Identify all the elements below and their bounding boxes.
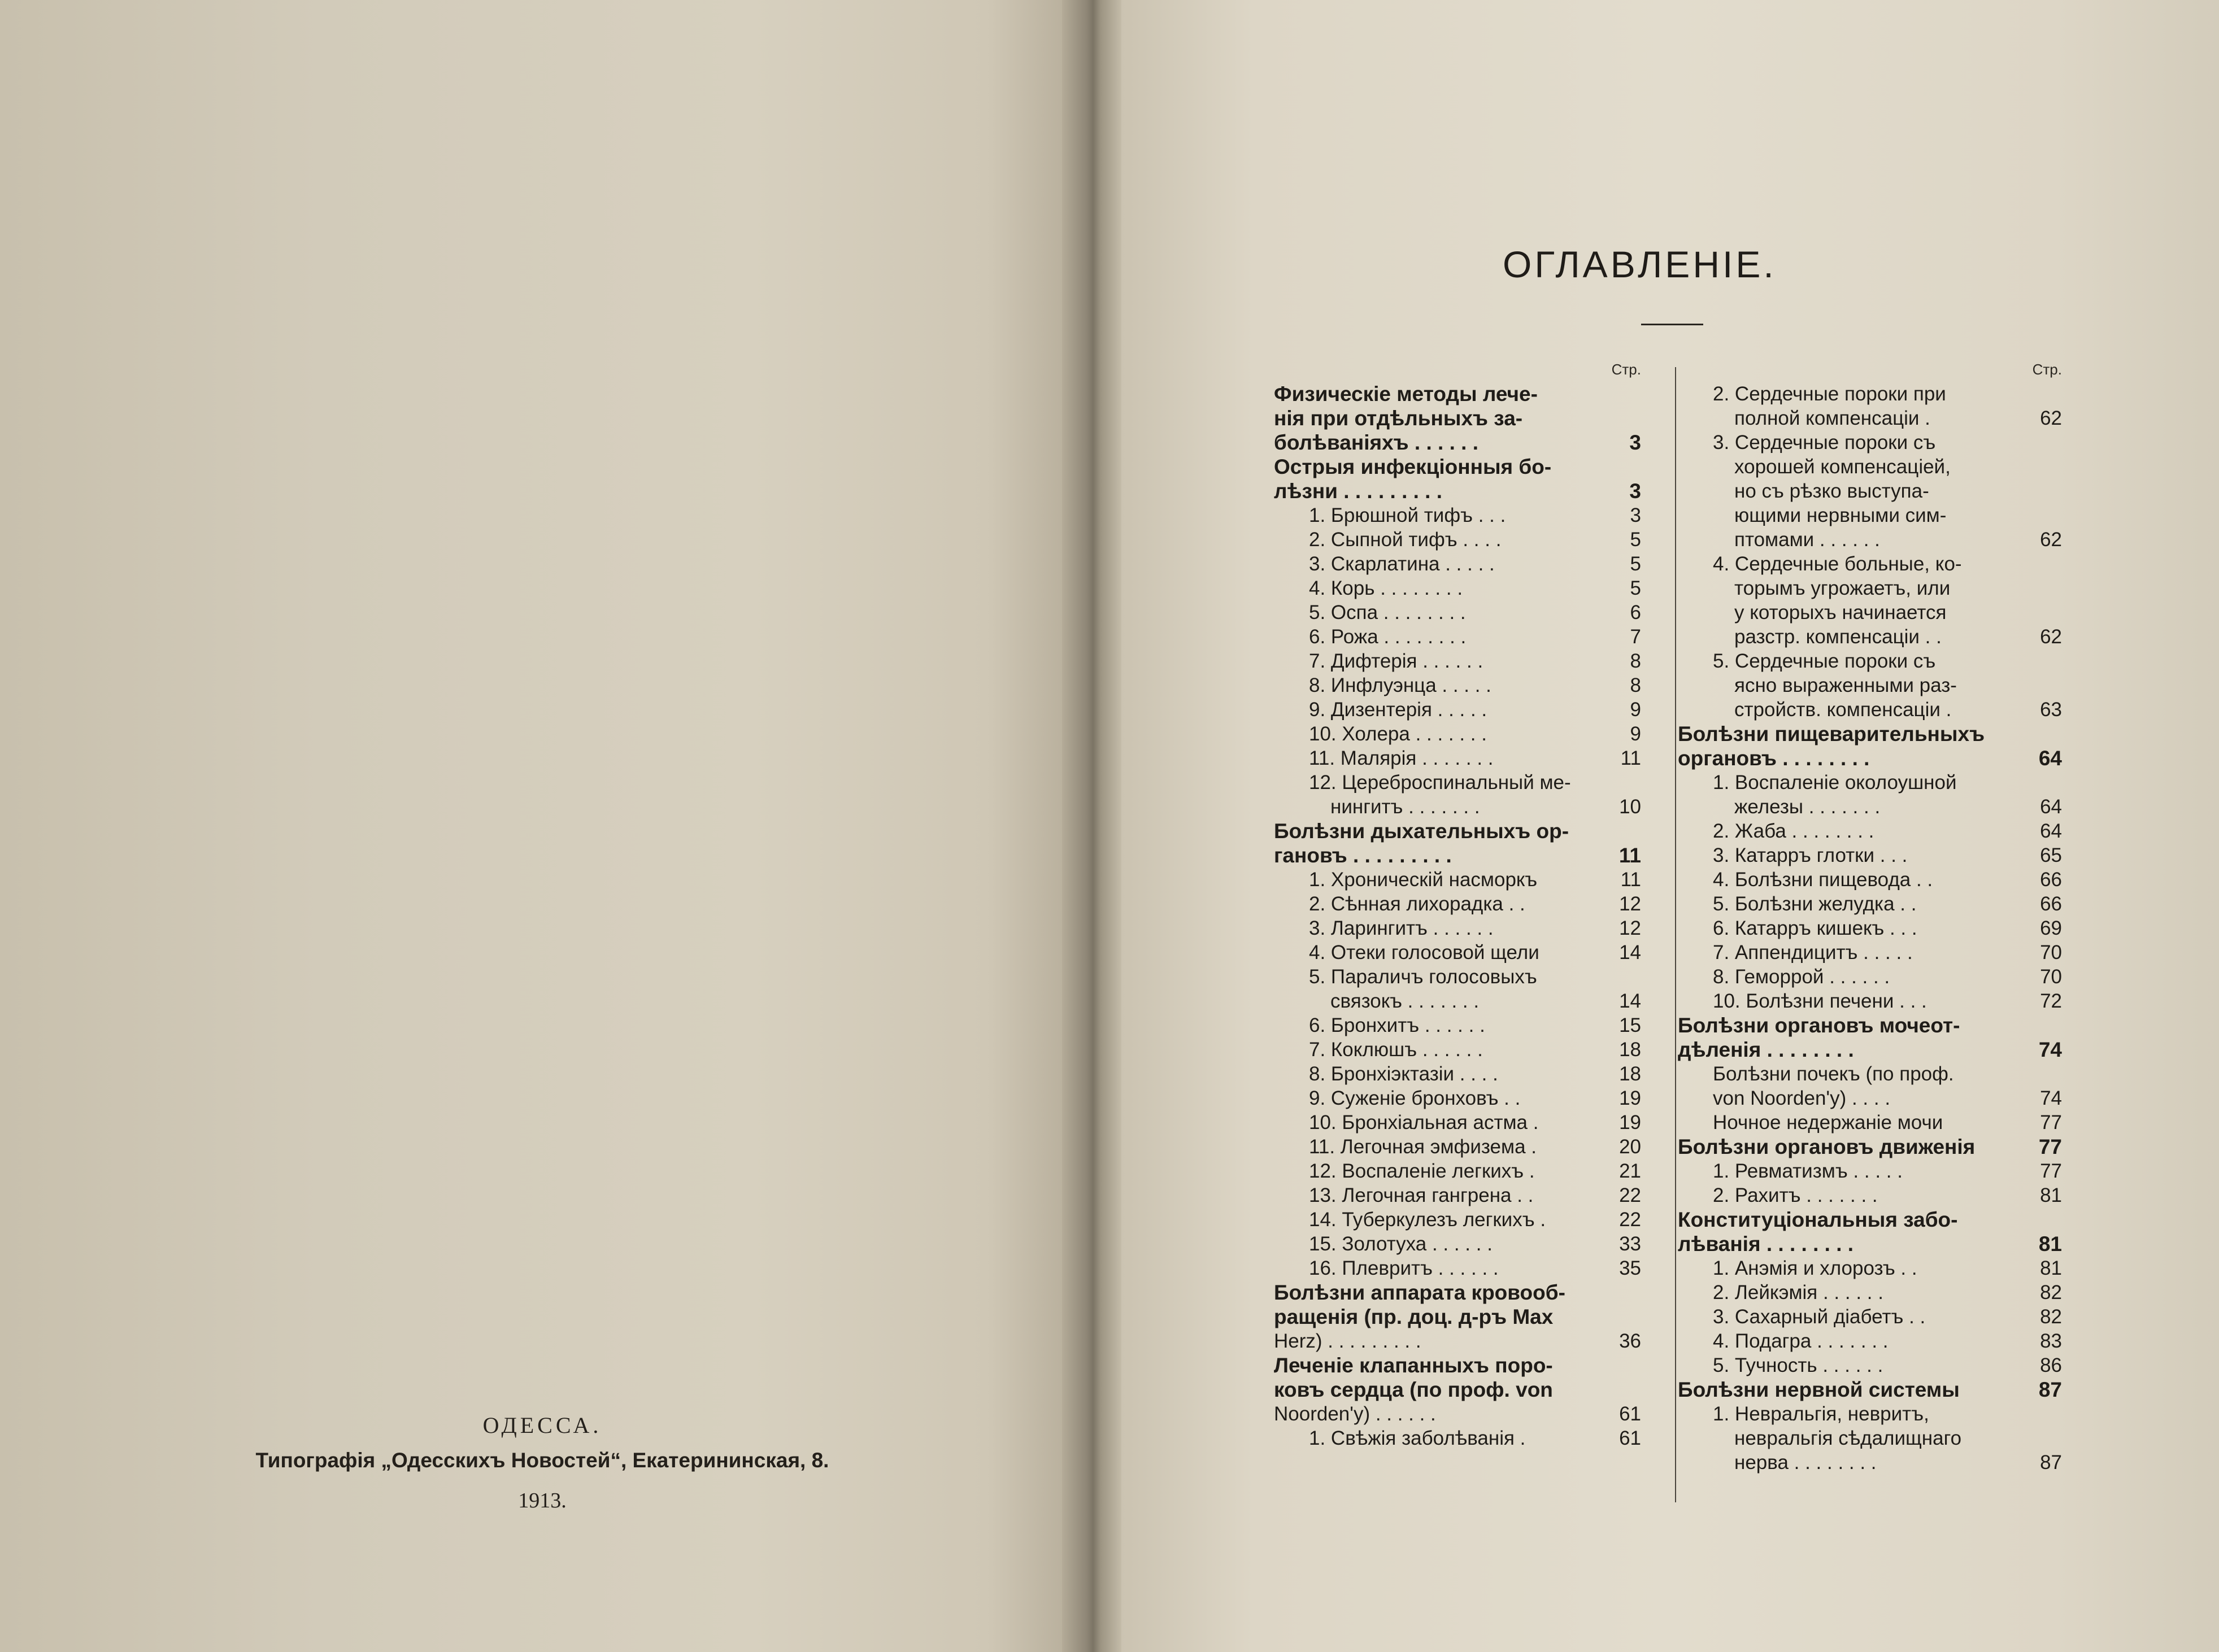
toc-entry-text: 8. Бронхіэктазіи . . . .	[1309, 1063, 1498, 1085]
toc-entry	[1274, 503, 1641, 528]
toc-entry-text: разстр. компенсаціи . .	[1734, 626, 1942, 648]
toc-entry-text: 2. Сыпной тифъ . . . .	[1309, 529, 1502, 551]
toc-entry	[1678, 698, 2062, 722]
toc-page-number: 65	[2040, 844, 2062, 866]
contents-column-left	[1274, 357, 1641, 1450]
toc-page-number: 69	[2040, 917, 2062, 939]
toc-page-number: 12	[1619, 893, 1641, 915]
toc-entry-text: 7. Коклюшъ . . . . . .	[1309, 1039, 1483, 1061]
toc-entry	[1678, 1183, 2062, 1208]
toc-entry	[1274, 649, 1641, 673]
toc-entry-text: полной компенсаціи .	[1734, 407, 1930, 429]
toc-entry-text: 10. Болѣзни печени . . .	[1713, 990, 1927, 1012]
toc-page-number: 20	[1619, 1136, 1641, 1158]
toc-page-number: 18	[1619, 1039, 1641, 1061]
toc-entry	[1678, 892, 2062, 916]
toc-entry-text: 1. Брюшной тифъ . . .	[1309, 504, 1506, 526]
toc-entry-text: 1. Хроническій насморкъ	[1309, 869, 1538, 891]
toc-entry-text: 2. Сердечные пороки при	[1713, 383, 1946, 405]
toc-entry-text: 9. Дизентерія . . . . .	[1309, 699, 1487, 721]
toc-entry-text: 3. Катарръ глотки . . .	[1713, 844, 1908, 866]
toc-page-number: 8	[1630, 650, 1641, 672]
toc-entry	[1274, 1232, 1641, 1256]
toc-page-number: 70	[2040, 941, 2062, 964]
toc-page-number: 22	[1619, 1209, 1641, 1231]
toc-entry-text: 6. Рожа . . . . . . . .	[1309, 626, 1467, 648]
toc-entry-text: но съ рѣзко выступа-	[1734, 480, 1929, 502]
toc-entry-text: 1. Анэмія и хлорозъ . .	[1713, 1257, 1917, 1279]
toc-entry	[1678, 1159, 2062, 1183]
toc-entry	[1678, 868, 2062, 892]
toc-entry	[1678, 1450, 2062, 1475]
toc-entry-text: невральгія сѣдалищнаго	[1734, 1427, 1962, 1449]
toc-entry-text: 8. Геморрой . . . . . .	[1713, 966, 1890, 988]
toc-entry	[1274, 479, 1641, 503]
toc-entry-text: 1. Свѣжія заболѣванія .	[1309, 1427, 1526, 1449]
toc-entry	[1274, 1329, 1641, 1353]
toc-entry	[1678, 1426, 2062, 1450]
toc-page-number: 77	[2040, 1160, 2062, 1182]
toc-entry	[1274, 1183, 1641, 1208]
toc-page-number: 8	[1630, 674, 1641, 696]
toc-entry	[1678, 649, 2062, 673]
toc-entry-text: 4. Отеки голосовой щели	[1309, 941, 1539, 964]
toc-entry	[1678, 1208, 2062, 1232]
toc-entry-text: гановъ . . . . . . . . .	[1274, 844, 1452, 867]
toc-page-number: 3	[1630, 504, 1641, 526]
toc-entry	[1274, 1159, 1641, 1183]
toc-entry-text: органовъ . . . . . . . .	[1678, 747, 1870, 770]
toc-entry	[1274, 746, 1641, 770]
toc-entry-text: дѣленія . . . . . . . .	[1678, 1038, 1854, 1061]
toc-entry	[1274, 722, 1641, 746]
toc-entry-text: 6. Бронхитъ . . . . . .	[1309, 1014, 1485, 1036]
page-column-header: Стр.	[1611, 361, 1641, 378]
toc-entry	[1678, 479, 2062, 503]
toc-entry-text: нерва . . . . . . . .	[1734, 1452, 1877, 1474]
toc-entry-text: 3. Скарлатина . . . . .	[1309, 553, 1495, 575]
toc-entry-text: 3. Сахарный діабетъ . .	[1713, 1306, 1926, 1328]
toc-entry-text: 4. Корь . . . . . . . .	[1309, 577, 1463, 599]
toc-page-number: 36	[1619, 1330, 1641, 1352]
toc-entry	[1678, 406, 2062, 430]
toc-entry-text: von Noorden'y) . . . .	[1713, 1087, 1891, 1109]
toc-entry	[1678, 722, 2062, 746]
page-column-header: Стр.	[2032, 361, 2062, 378]
toc-entry	[1678, 1135, 2062, 1159]
toc-entry-text: 3. Ларингитъ . . . . . .	[1309, 917, 1494, 939]
toc-entry	[1274, 892, 1641, 916]
toc-entry	[1678, 1256, 2062, 1280]
toc-page-number: 63	[2040, 699, 2062, 721]
toc-entry-text: лѣванія . . . . . . . .	[1678, 1232, 1854, 1256]
toc-entry	[1274, 673, 1641, 698]
toc-entry-text: у которыхъ начинается	[1734, 601, 1947, 624]
toc-entry-text: 12. Цереброспинальный ме-	[1309, 771, 1571, 794]
toc-entry-text: 5. Болѣзни желудка . .	[1713, 893, 1917, 915]
toc-entry	[1274, 1305, 1641, 1329]
toc-entry	[1274, 600, 1641, 625]
toc-entry-text: Болѣзни дыхательныхъ ор-	[1274, 820, 1569, 843]
toc-page-number: 62	[2040, 626, 2062, 648]
toc-entry-text: Леченіе клапанныхъ поро-	[1274, 1354, 1553, 1377]
toc-entry-text: связокъ . . . . . . .	[1330, 990, 1480, 1012]
bleed-through-text	[588, 62, 594, 90]
toc-entry-text: 3. Сердечные пороки съ	[1713, 431, 1936, 454]
toc-entry	[1678, 600, 2062, 625]
toc-page-number: 6	[1630, 601, 1641, 624]
toc-page-number: 21	[1619, 1160, 1641, 1182]
toc-entry-text: Болѣзни аппарата кровооб-	[1274, 1281, 1565, 1304]
toc-entry-text: 5. Оспа . . . . . . . .	[1309, 601, 1466, 624]
toc-entry	[1678, 382, 2062, 406]
toc-page-number: 77	[2040, 1111, 2062, 1134]
toc-entry	[1678, 503, 2062, 528]
toc-page-number: 81	[2040, 1184, 2062, 1206]
toc-entry-text: 7. Аппендицитъ . . . . .	[1713, 941, 1913, 964]
contents-column-right	[1678, 357, 2062, 1475]
toc-entry	[1274, 940, 1641, 965]
toc-entry-text: Болѣзни пищеварительныхъ	[1678, 722, 1985, 746]
toc-entry-text: лѣзни . . . . . . . . .	[1274, 480, 1443, 503]
toc-entry	[1678, 455, 2062, 479]
toc-entry-text: 1. Невральгія, невритъ,	[1713, 1403, 1929, 1425]
toc-entry-text: 14. Туберкулезъ легкихъ .	[1309, 1209, 1546, 1231]
toc-entry	[1274, 552, 1641, 576]
toc-page-number: 7	[1630, 626, 1641, 648]
toc-entry	[1274, 625, 1641, 649]
toc-entry	[1678, 528, 2062, 552]
toc-entry-text: Болѣзни нервной системы	[1678, 1378, 1960, 1401]
toc-entry	[1678, 989, 2062, 1013]
toc-entry-text: 2. Рахитъ . . . . . . .	[1713, 1184, 1878, 1206]
toc-entry	[1274, 770, 1641, 795]
toc-entry-text: ковъ сердца (по проф. von	[1274, 1378, 1553, 1401]
toc-entry	[1678, 1402, 2062, 1426]
toc-entry	[1678, 916, 2062, 940]
toc-entry-text: 5. Сердечные пороки съ	[1713, 650, 1936, 672]
toc-entry-text: стройств. компенсаціи .	[1734, 699, 1952, 721]
toc-page-number: 87	[2040, 1452, 2062, 1474]
toc-page-number: 14	[1619, 941, 1641, 964]
toc-entry	[1678, 1086, 2062, 1110]
toc-page-number: 5	[1630, 553, 1641, 575]
toc-entry	[1678, 625, 2062, 649]
toc-entry	[1274, 430, 1641, 455]
book-gutter	[1062, 0, 1124, 1652]
toc-entry-text: торымъ угрожаетъ, или	[1734, 577, 1951, 599]
toc-entry-text: 5. Тучность . . . . . .	[1713, 1354, 1883, 1376]
toc-page-number: 61	[1619, 1403, 1641, 1425]
toc-entry-text: птомами . . . . . .	[1734, 529, 1880, 551]
toc-page-number: 72	[2040, 990, 2062, 1012]
toc-entry-text: нингитъ . . . . . . .	[1330, 796, 1480, 818]
toc-entry-text: 10. Бронхіальная астма .	[1309, 1111, 1539, 1134]
toc-entry	[1678, 746, 2062, 770]
toc-page-number: 62	[2040, 529, 2062, 551]
toc-page-number: 77	[2038, 1135, 2062, 1158]
toc-entry-text: 4. Болѣзни пищевода . .	[1713, 869, 1933, 891]
toc-entry	[1274, 1280, 1641, 1305]
toc-page-number: 3	[1629, 431, 1641, 454]
toc-entry	[1274, 1062, 1641, 1086]
toc-page-number: 62	[2040, 407, 2062, 429]
contents-title: ОГЛАВЛЕНІЕ.	[1503, 243, 1777, 285]
toc-page-number: 83	[2040, 1330, 2062, 1352]
bleed-through-heading	[169, 361, 791, 531]
toc-entry	[1678, 1013, 2062, 1038]
toc-page-number: 70	[2040, 966, 2062, 988]
toc-entry-text: Ночное недержаніе мочи	[1713, 1111, 1943, 1134]
toc-entry-text: 4. Подагра . . . . . . .	[1713, 1330, 1889, 1352]
toc-entry	[1274, 1038, 1641, 1062]
toc-entry	[1274, 1013, 1641, 1038]
toc-page-number: 81	[2038, 1232, 2062, 1256]
toc-entry-text: Herz) . . . . . . . . .	[1274, 1330, 1421, 1352]
imprint-printer: Типографія „Одесскихъ Новостей“, Екатерининская, 8.	[255, 1449, 829, 1472]
toc-entry	[1274, 819, 1641, 843]
toc-page-number: 19	[1619, 1087, 1641, 1109]
toc-entry	[1274, 1426, 1641, 1450]
toc-entry-text: 1. Ревматизмъ . . . . .	[1713, 1160, 1903, 1182]
toc-entry	[1678, 940, 2062, 965]
toc-entry	[1678, 965, 2062, 989]
toc-page-number: 19	[1619, 1111, 1641, 1134]
toc-entry	[1678, 1110, 2062, 1135]
toc-entry	[1274, 1135, 1641, 1159]
toc-page-number: 82	[2040, 1282, 2062, 1304]
toc-page-number: 81	[2040, 1257, 2062, 1279]
toc-page-number: 10	[1619, 796, 1641, 818]
toc-page-number: 74	[2040, 1087, 2062, 1109]
toc-page-number: 66	[2040, 869, 2062, 891]
toc-entry	[1274, 576, 1641, 600]
toc-entry	[1678, 1353, 2062, 1378]
toc-entry	[1678, 1329, 2062, 1353]
toc-page-number: 82	[2040, 1306, 2062, 1328]
toc-entry-text: болѣваніяхъ . . . . . .	[1274, 431, 1478, 454]
toc-entry	[1678, 576, 2062, 600]
toc-entry	[1274, 989, 1641, 1013]
toc-entry	[1274, 1402, 1641, 1426]
imprint-city: ОДЕССА.	[482, 1413, 602, 1438]
toc-entry-text: Физическіе методы лече-	[1274, 382, 1538, 406]
toc-page-number: 3	[1629, 480, 1641, 503]
toc-entry-text: 2. Лейкэмія . . . . . .	[1713, 1282, 1883, 1304]
toc-entry	[1274, 843, 1641, 868]
toc-page-number: 5	[1630, 577, 1641, 599]
toc-entry-text: 5. Параличъ голосовыхъ	[1309, 966, 1537, 988]
toc-page-number: 11	[1618, 844, 1641, 867]
toc-entry-text: железы . . . . . . .	[1734, 796, 1881, 818]
toc-page-number: 11	[1620, 747, 1641, 769]
toc-entry	[1274, 795, 1641, 819]
toc-entry	[1678, 843, 2062, 868]
toc-entry	[1274, 1378, 1641, 1402]
toc-entry-text: 8. Инфлуэнца . . . . .	[1309, 674, 1491, 696]
toc-page-number: 64	[2040, 796, 2062, 818]
toc-entry-text: 4. Сердечные больные, ко-	[1713, 553, 1962, 575]
toc-entry-text: нія при отдѣльныхъ за-	[1274, 407, 1523, 430]
toc-entry-text: 13. Легочная гангрена . .	[1309, 1184, 1534, 1206]
toc-page-number: 12	[1619, 917, 1641, 939]
toc-entry-text: 12. Воспаленіе легкихъ .	[1309, 1160, 1535, 1182]
toc-page-number: 61	[1619, 1427, 1641, 1449]
left-page	[0, 0, 1073, 1652]
toc-page-number: 64	[2040, 820, 2062, 842]
toc-page-number: 86	[2040, 1354, 2062, 1376]
toc-page-number: 33	[1619, 1233, 1641, 1255]
toc-entry-text: 6. Катарръ кишекъ . . .	[1713, 917, 1917, 939]
toc-entry	[1678, 770, 2062, 795]
toc-entry	[1678, 1280, 2062, 1305]
toc-entry	[1678, 552, 2062, 576]
title-rule	[1641, 324, 1703, 325]
toc-entry-text: ющими нервными сим-	[1734, 504, 1947, 526]
toc-entry	[1678, 430, 2062, 455]
toc-entry-text: 2. Сѣнная лихорадка . .	[1309, 893, 1525, 915]
toc-entry	[1274, 455, 1641, 479]
toc-entry	[1274, 382, 1641, 406]
toc-entry	[1274, 1256, 1641, 1280]
toc-entry-text: 2. Жаба . . . . . . . .	[1713, 820, 1874, 842]
toc-entry	[1274, 1110, 1641, 1135]
toc-page-number: 11	[1620, 869, 1641, 891]
toc-entry	[1678, 1378, 2062, 1402]
toc-entry-text: 9. Суженіе бронховъ . .	[1309, 1087, 1521, 1109]
toc-entry	[1274, 916, 1641, 940]
toc-entry-text: 7. Дифтерія . . . . . .	[1309, 650, 1483, 672]
toc-page-number: 22	[1619, 1184, 1641, 1206]
toc-entry-text: Болѣзни почекъ (по проф.	[1713, 1063, 1954, 1085]
toc-entry-text: Noorden'y) . . . . . .	[1274, 1403, 1436, 1425]
toc-entry-text: Болѣзни органовъ мочеот-	[1678, 1014, 1960, 1037]
toc-entry	[1678, 1062, 2062, 1086]
imprint-year: 1913.	[518, 1489, 567, 1512]
toc-page-number: 87	[2038, 1378, 2062, 1401]
toc-page-number: 64	[2038, 747, 2062, 770]
toc-entry-text: 11. Малярія . . . . . . .	[1309, 747, 1494, 769]
toc-entry-text: Конституціональныя забо-	[1678, 1208, 1958, 1231]
toc-entry-text: 1. Воспаленіе околоушной	[1713, 771, 1957, 794]
toc-entry-text: 16. Плевритъ . . . . . .	[1309, 1257, 1499, 1279]
toc-entry-text: Острыя инфекціонныя бо-	[1274, 455, 1552, 478]
toc-entry	[1678, 1232, 2062, 1256]
toc-entry-text: хорошей компенсаціей,	[1734, 456, 1951, 478]
toc-page-number: 9	[1630, 723, 1641, 745]
toc-page-number: 66	[2040, 893, 2062, 915]
toc-entry	[1678, 795, 2062, 819]
toc-entry	[1274, 965, 1641, 989]
toc-entry-text: Болѣзни органовъ движенія	[1678, 1135, 1976, 1158]
toc-entry	[1274, 1208, 1641, 1232]
toc-entry	[1678, 673, 2062, 698]
toc-page-number: 35	[1619, 1257, 1641, 1279]
toc-entry	[1678, 1305, 2062, 1329]
toc-entry	[1274, 406, 1641, 430]
toc-entry	[1274, 868, 1641, 892]
toc-entry	[1274, 1086, 1641, 1110]
toc-page-number: 18	[1619, 1063, 1641, 1085]
toc-page-number: 9	[1630, 699, 1641, 721]
toc-entry	[1274, 1353, 1641, 1378]
toc-entry-text: 10. Холера . . . . . . .	[1309, 723, 1487, 745]
toc-entry-text: ясно выраженными раз-	[1734, 674, 1957, 696]
toc-entry-text: 15. Золотуха . . . . . .	[1309, 1233, 1493, 1255]
toc-page-number: 74	[2038, 1038, 2062, 1061]
toc-entry-text: ращенія (пр. доц. д-ръ Max	[1274, 1305, 1554, 1328]
toc-entry	[1678, 819, 2062, 843]
toc-page-number: 14	[1619, 990, 1641, 1012]
toc-entry-text: 11. Легочная эмфизема .	[1309, 1136, 1537, 1158]
toc-page-number: 15	[1619, 1014, 1641, 1036]
toc-page-number: 5	[1630, 529, 1641, 551]
column-divider	[1675, 367, 1676, 1502]
toc-entry	[1678, 1038, 2062, 1062]
toc-entry	[1274, 698, 1641, 722]
toc-entry	[1274, 528, 1641, 552]
